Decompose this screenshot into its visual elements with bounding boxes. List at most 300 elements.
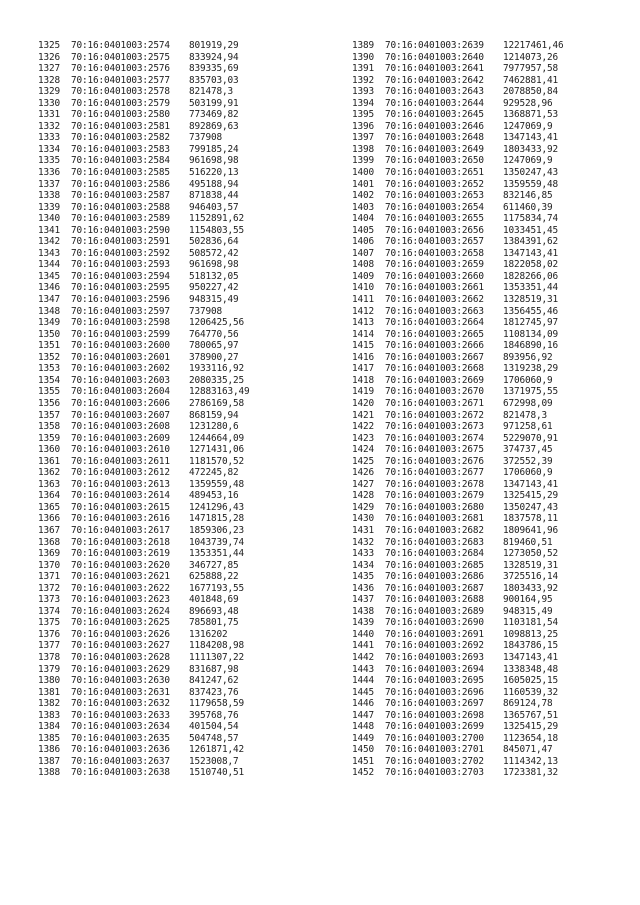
table-row [352, 236, 563, 248]
cadastral-number: 70:16:0401003:2581 [71, 120, 170, 132]
table-row [38, 271, 249, 283]
cadastral-number: 70:16:0401003:2616 [71, 513, 170, 525]
row-number: 1367 [38, 524, 60, 536]
table-row [352, 548, 563, 560]
row-number: 1366 [38, 513, 60, 525]
cadastral-value: 961698,98 [189, 155, 239, 167]
cadastral-number: 70:16:0401003:2644 [385, 97, 484, 109]
cadastral-number: 70:16:0401003:2694 [385, 663, 484, 675]
cadastral-value: 1325415,29 [503, 490, 558, 502]
table-row [352, 617, 563, 629]
cadastral-value: 1384391,62 [503, 236, 558, 248]
table-row [38, 202, 249, 214]
cadastral-value: 837423,76 [189, 686, 239, 698]
cadastral-value: 1271431,06 [189, 444, 244, 456]
cadastral-value: 395768,76 [189, 709, 239, 721]
cadastral-number: 70:16:0401003:2614 [71, 490, 170, 502]
cadastral-value: 737908 [189, 132, 222, 144]
cadastral-value: 1206425,56 [189, 317, 244, 329]
cadastral-number: 70:16:0401003:2602 [71, 363, 170, 375]
table-row [352, 583, 563, 595]
cadastral-number: 70:16:0401003:2688 [385, 594, 484, 606]
table-row [38, 756, 249, 768]
row-number: 1337 [38, 178, 60, 190]
cadastral-value: 2786169,58 [189, 397, 244, 409]
row-number: 1361 [38, 455, 60, 467]
table-row [352, 329, 563, 341]
cadastral-value: 1033451,45 [503, 224, 558, 236]
cadastral-number: 70:16:0401003:2656 [385, 224, 484, 236]
table-row [352, 502, 563, 514]
row-number: 1405 [352, 224, 374, 236]
cadastral-number: 70:16:0401003:2600 [71, 340, 170, 352]
row-number: 1348 [38, 305, 60, 317]
table-row [352, 109, 563, 121]
table-row [38, 664, 249, 676]
row-number: 1412 [352, 305, 374, 317]
cadastral-number: 70:16:0401003:2640 [385, 51, 484, 63]
cadastral-number: 70:16:0401003:2588 [71, 201, 170, 213]
cadastral-number: 70:16:0401003:2626 [71, 628, 170, 640]
table-row [38, 744, 249, 756]
cadastral-number: 70:16:0401003:2691 [385, 628, 484, 640]
row-number: 1378 [38, 651, 60, 663]
cadastral-number: 70:16:0401003:2643 [385, 86, 484, 98]
cadastral-number: 70:16:0401003:2610 [71, 444, 170, 456]
row-number: 1389 [352, 40, 374, 51]
cadastral-number: 70:16:0401003:2595 [71, 282, 170, 294]
table-row [352, 52, 563, 64]
cadastral-value: 896693,48 [189, 605, 239, 617]
cadastral-value: 780065,97 [189, 340, 239, 352]
cadastral-value: 3725516,14 [503, 571, 558, 583]
cadastral-value: 1350247,43 [503, 167, 558, 179]
row-number: 1448 [352, 721, 374, 733]
cadastral-number: 70:16:0401003:2589 [71, 213, 170, 225]
cadastral-number: 70:16:0401003:2585 [71, 167, 170, 179]
row-number: 1385 [38, 732, 60, 744]
table-row [352, 433, 563, 445]
cadastral-number: 70:16:0401003:2577 [71, 74, 170, 86]
table-row [352, 490, 563, 502]
row-number: 1355 [38, 386, 60, 398]
table-row [352, 63, 563, 75]
table-row [38, 144, 249, 156]
row-number: 1325 [38, 40, 60, 51]
cadastral-number: 70:16:0401003:2584 [71, 155, 170, 167]
table-row [38, 294, 249, 306]
row-number: 1435 [352, 571, 374, 583]
cadastral-number: 70:16:0401003:2576 [71, 63, 170, 75]
cadastral-value: 1371975,55 [503, 386, 558, 398]
cadastral-value: 495188,94 [189, 178, 239, 190]
cadastral-number: 70:16:0401003:2629 [71, 663, 170, 675]
cadastral-value: 831687,98 [189, 663, 239, 675]
cadastral-number: 70:16:0401003:2630 [71, 675, 170, 687]
cadastral-number: 70:16:0401003:2669 [385, 374, 484, 386]
row-number: 1428 [352, 490, 374, 502]
cadastral-value: 518132,05 [189, 270, 239, 282]
cadastral-number: 70:16:0401003:2682 [385, 524, 484, 536]
cadastral-number: 70:16:0401003:2608 [71, 421, 170, 433]
row-number: 1410 [352, 282, 374, 294]
table-row [352, 386, 563, 398]
cadastral-number: 70:16:0401003:2684 [385, 548, 484, 560]
cadastral-number: 70:16:0401003:2676 [385, 455, 484, 467]
table-row [38, 213, 249, 225]
table-row [352, 560, 563, 572]
cadastral-number: 70:16:0401003:2671 [385, 397, 484, 409]
table-row [352, 282, 563, 294]
cadastral-number: 70:16:0401003:2583 [71, 143, 170, 155]
table-row [38, 179, 249, 191]
cadastral-number: 70:16:0401003:2612 [71, 467, 170, 479]
table-row [38, 398, 249, 410]
cadastral-number: 70:16:0401003:2687 [385, 582, 484, 594]
cadastral-number: 70:16:0401003:2703 [385, 767, 484, 779]
cadastral-number: 70:16:0401003:2697 [385, 698, 484, 710]
row-number: 1356 [38, 397, 60, 409]
cadastral-value: 7462881,41 [503, 74, 558, 86]
cadastral-value: 489453,16 [189, 490, 239, 502]
row-number: 1365 [38, 501, 60, 513]
cadastral-number: 70:16:0401003:2659 [385, 259, 484, 271]
cadastral-value: 1231280,6 [189, 421, 239, 433]
row-number: 1354 [38, 374, 60, 386]
cadastral-number: 70:16:0401003:2628 [71, 651, 170, 663]
cadastral-number: 70:16:0401003:2597 [71, 305, 170, 317]
cadastral-number: 70:16:0401003:2701 [385, 744, 484, 756]
cadastral-number: 70:16:0401003:2632 [71, 698, 170, 710]
table-row [352, 225, 563, 237]
cadastral-number: 70:16:0401003:2679 [385, 490, 484, 502]
table-row [38, 617, 249, 629]
row-number: 1392 [352, 74, 374, 86]
table-row [38, 479, 249, 491]
row-number: 1399 [352, 155, 374, 167]
cadastral-number: 70:16:0401003:2633 [71, 709, 170, 721]
table-row [38, 652, 249, 664]
table-row [352, 86, 563, 98]
row-number: 1369 [38, 548, 60, 560]
row-number: 1408 [352, 259, 374, 271]
table-row [38, 340, 249, 352]
table-row [38, 675, 249, 687]
row-number: 1446 [352, 698, 374, 710]
cadastral-number: 70:16:0401003:2672 [385, 409, 484, 421]
cadastral-number: 70:16:0401003:2591 [71, 236, 170, 248]
cadastral-value: 625888,22 [189, 571, 239, 583]
cadastral-value: 929528,96 [503, 97, 553, 109]
cadastral-number: 70:16:0401003:2578 [71, 86, 170, 98]
table-row [352, 410, 563, 422]
table-row [352, 352, 563, 364]
row-number: 1413 [352, 317, 374, 329]
table-row [352, 363, 563, 375]
cadastral-value: 1214073,26 [503, 51, 558, 63]
cadastral-value: 868159,94 [189, 409, 239, 421]
cadastral-number: 70:16:0401003:2609 [71, 432, 170, 444]
cadastral-value: 1123654,18 [503, 732, 558, 744]
table-row [352, 317, 563, 329]
row-number: 1373 [38, 594, 60, 606]
row-number: 1345 [38, 270, 60, 282]
cadastral-value: 893956,92 [503, 351, 553, 363]
cadastral-value: 961698,98 [189, 259, 239, 271]
row-number: 1404 [352, 213, 374, 225]
row-number: 1388 [38, 767, 60, 779]
table-row [38, 433, 249, 445]
cadastral-value: 948315,49 [189, 294, 239, 306]
table-row [38, 375, 249, 387]
row-number: 1383 [38, 709, 60, 721]
cadastral-value: 1828266,06 [503, 270, 558, 282]
table-row [38, 640, 249, 652]
row-number: 1353 [38, 363, 60, 375]
right-column [352, 40, 563, 779]
row-number: 1368 [38, 536, 60, 548]
cadastral-value: 948315,49 [503, 605, 553, 617]
cadastral-number: 70:16:0401003:2587 [71, 190, 170, 202]
table-row [38, 687, 249, 699]
cadastral-number: 70:16:0401003:2661 [385, 282, 484, 294]
cadastral-value: 1706060,9 [503, 374, 553, 386]
row-number: 1342 [38, 236, 60, 248]
cadastral-number: 70:16:0401003:2683 [385, 536, 484, 548]
cadastral-value: 835703,03 [189, 74, 239, 86]
cadastral-number: 70:16:0401003:2700 [385, 732, 484, 744]
cadastral-number: 70:16:0401003:2607 [71, 409, 170, 421]
cadastral-value: 1261871,42 [189, 744, 244, 756]
row-number: 1377 [38, 640, 60, 652]
table-row [352, 98, 563, 110]
row-number: 1387 [38, 755, 60, 767]
cadastral-value: 1179658,59 [189, 698, 244, 710]
table-row [38, 40, 249, 52]
row-number: 1409 [352, 270, 374, 282]
cadastral-value: 1328519,31 [503, 559, 558, 571]
cadastral-number: 70:16:0401003:2649 [385, 143, 484, 155]
row-number: 1430 [352, 513, 374, 525]
row-number: 1384 [38, 721, 60, 733]
row-number: 1452 [352, 767, 374, 779]
cadastral-value: 1723381,32 [503, 767, 558, 779]
table-row [38, 548, 249, 560]
cadastral-number: 70:16:0401003:2594 [71, 270, 170, 282]
cadastral-value: 785801,75 [189, 617, 239, 629]
cadastral-value: 374737,45 [503, 444, 553, 456]
row-number: 1398 [352, 143, 374, 155]
row-number: 1407 [352, 247, 374, 259]
cadastral-number: 70:16:0401003:2613 [71, 478, 170, 490]
table-row [352, 594, 563, 606]
row-number: 1340 [38, 213, 60, 225]
table-row [38, 490, 249, 502]
cadastral-number: 70:16:0401003:2678 [385, 478, 484, 490]
table-row [38, 236, 249, 248]
cadastral-value: 1523008,7 [189, 755, 239, 767]
cadastral-value: 502836,64 [189, 236, 239, 248]
cadastral-number: 70:16:0401003:2675 [385, 444, 484, 456]
cadastral-value: 1822058,02 [503, 259, 558, 271]
row-number: 1364 [38, 490, 60, 502]
cadastral-value: 1809641,96 [503, 524, 558, 536]
cadastral-number: 70:16:0401003:2699 [385, 721, 484, 733]
cadastral-value: 841247,62 [189, 675, 239, 687]
cadastral-number: 70:16:0401003:2686 [385, 571, 484, 583]
cadastral-value: 892869,63 [189, 120, 239, 132]
cadastral-number: 70:16:0401003:2696 [385, 686, 484, 698]
cadastral-number: 70:16:0401003:2625 [71, 617, 170, 629]
cadastral-value: 1181570,52 [189, 455, 244, 467]
cadastral-number: 70:16:0401003:2702 [385, 755, 484, 767]
cadastral-value: 1605025,15 [503, 675, 558, 687]
cadastral-value: 401504,54 [189, 721, 239, 733]
cadastral-number: 70:16:0401003:2658 [385, 247, 484, 259]
row-number: 1386 [38, 744, 60, 756]
table-row [352, 179, 563, 191]
row-number: 1352 [38, 351, 60, 363]
table-row [352, 698, 563, 710]
cadastral-number: 70:16:0401003:2692 [385, 640, 484, 652]
row-number: 1333 [38, 132, 60, 144]
cadastral-number: 70:16:0401003:2657 [385, 236, 484, 248]
row-number: 1436 [352, 582, 374, 594]
row-number: 1406 [352, 236, 374, 248]
cadastral-value: 1338348,48 [503, 663, 558, 675]
row-number: 1339 [38, 201, 60, 213]
row-number: 1347 [38, 294, 60, 306]
cadastral-number: 70:16:0401003:2673 [385, 421, 484, 433]
table-row [38, 456, 249, 468]
table-row [352, 375, 563, 387]
cadastral-value: 1108134,09 [503, 328, 558, 340]
table-row [352, 306, 563, 318]
cadastral-value: 1471815,28 [189, 513, 244, 525]
cadastral-value: 378900,27 [189, 351, 239, 363]
cadastral-number: 70:16:0401003:2636 [71, 744, 170, 756]
cadastral-value: 472245,82 [189, 467, 239, 479]
cadastral-number: 70:16:0401003:2677 [385, 467, 484, 479]
row-number: 1336 [38, 167, 60, 179]
table-row [352, 744, 563, 756]
cadastral-number: 70:16:0401003:2665 [385, 328, 484, 340]
cadastral-number: 70:16:0401003:2596 [71, 294, 170, 306]
row-number: 1382 [38, 698, 60, 710]
table-row [38, 560, 249, 572]
table-row [352, 40, 563, 52]
table-row [352, 421, 563, 433]
row-number: 1328 [38, 74, 60, 86]
table-row [352, 167, 563, 179]
row-number: 1331 [38, 109, 60, 121]
row-number: 1379 [38, 663, 60, 675]
cadastral-number: 70:16:0401003:2621 [71, 571, 170, 583]
cadastral-value: 832146,85 [503, 190, 553, 202]
row-number: 1443 [352, 663, 374, 675]
cadastral-value: 503199,91 [189, 97, 239, 109]
cadastral-number: 70:16:0401003:2619 [71, 548, 170, 560]
table-row [38, 363, 249, 375]
cadastral-number: 70:16:0401003:2580 [71, 109, 170, 121]
cadastral-value: 5229070,91 [503, 432, 558, 444]
row-number: 1393 [352, 86, 374, 98]
cadastral-value: 839335,69 [189, 63, 239, 75]
cadastral-number: 70:16:0401003:2642 [385, 74, 484, 86]
table-row [352, 652, 563, 664]
cadastral-number: 70:16:0401003:2698 [385, 709, 484, 721]
cadastral-value: 1114342,13 [503, 755, 558, 767]
table-row [352, 132, 563, 144]
cadastral-value: 1316202 [189, 628, 228, 640]
cadastral-number: 70:16:0401003:2603 [71, 374, 170, 386]
cadastral-value: 1103181,54 [503, 617, 558, 629]
row-number: 1402 [352, 190, 374, 202]
table-row [38, 155, 249, 167]
cadastral-number: 70:16:0401003:2635 [71, 732, 170, 744]
table-row [352, 340, 563, 352]
table-row [38, 109, 249, 121]
cadastral-value: 611460,39 [503, 201, 553, 213]
cadastral-number: 70:16:0401003:2695 [385, 675, 484, 687]
cadastral-number: 70:16:0401003:2599 [71, 328, 170, 340]
row-number: 1427 [352, 478, 374, 490]
row-number: 1370 [38, 559, 60, 571]
row-number: 1424 [352, 444, 374, 456]
table-row [38, 225, 249, 237]
cadastral-number: 70:16:0401003:2615 [71, 501, 170, 513]
table-row [38, 352, 249, 364]
cadastral-value: 1247069,9 [503, 120, 553, 132]
row-number: 1445 [352, 686, 374, 698]
row-number: 1346 [38, 282, 60, 294]
cadastral-value: 1347143,41 [503, 247, 558, 259]
cadastral-value: 773469,82 [189, 109, 239, 121]
cadastral-value: 1350247,43 [503, 501, 558, 513]
cadastral-value: 7977957,58 [503, 63, 558, 75]
cadastral-value: 2080335,25 [189, 374, 244, 386]
table-row [352, 259, 563, 271]
row-number: 1437 [352, 594, 374, 606]
cadastral-number: 70:16:0401003:2648 [385, 132, 484, 144]
cadastral-number: 70:16:0401003:2680 [385, 501, 484, 513]
cadastral-value: 401848,69 [189, 594, 239, 606]
cadastral-number: 70:16:0401003:2637 [71, 755, 170, 767]
row-number: 1360 [38, 444, 60, 456]
cadastral-value: 1160539,32 [503, 686, 558, 698]
table-row [38, 767, 249, 779]
cadastral-value: 971258,61 [503, 421, 553, 433]
table-row [38, 410, 249, 422]
cadastral-number: 70:16:0401003:2606 [71, 397, 170, 409]
cadastral-number: 70:16:0401003:2681 [385, 513, 484, 525]
cadastral-number: 70:16:0401003:2693 [385, 651, 484, 663]
cadastral-value: 946403,57 [189, 201, 239, 213]
cadastral-number: 70:16:0401003:2639 [385, 40, 484, 51]
cadastral-value: 833924,94 [189, 51, 239, 63]
row-number: 1414 [352, 328, 374, 340]
table-row [38, 629, 249, 641]
table-row [352, 294, 563, 306]
cadastral-number: 70:16:0401003:2601 [71, 351, 170, 363]
cadastral-value: 2078850,84 [503, 86, 558, 98]
cadastral-number: 70:16:0401003:2666 [385, 340, 484, 352]
table-row [352, 121, 563, 133]
cadastral-number: 70:16:0401003:2592 [71, 247, 170, 259]
row-number: 1411 [352, 294, 374, 306]
row-number: 1376 [38, 628, 60, 640]
cadastral-value: 737908 [189, 305, 222, 317]
